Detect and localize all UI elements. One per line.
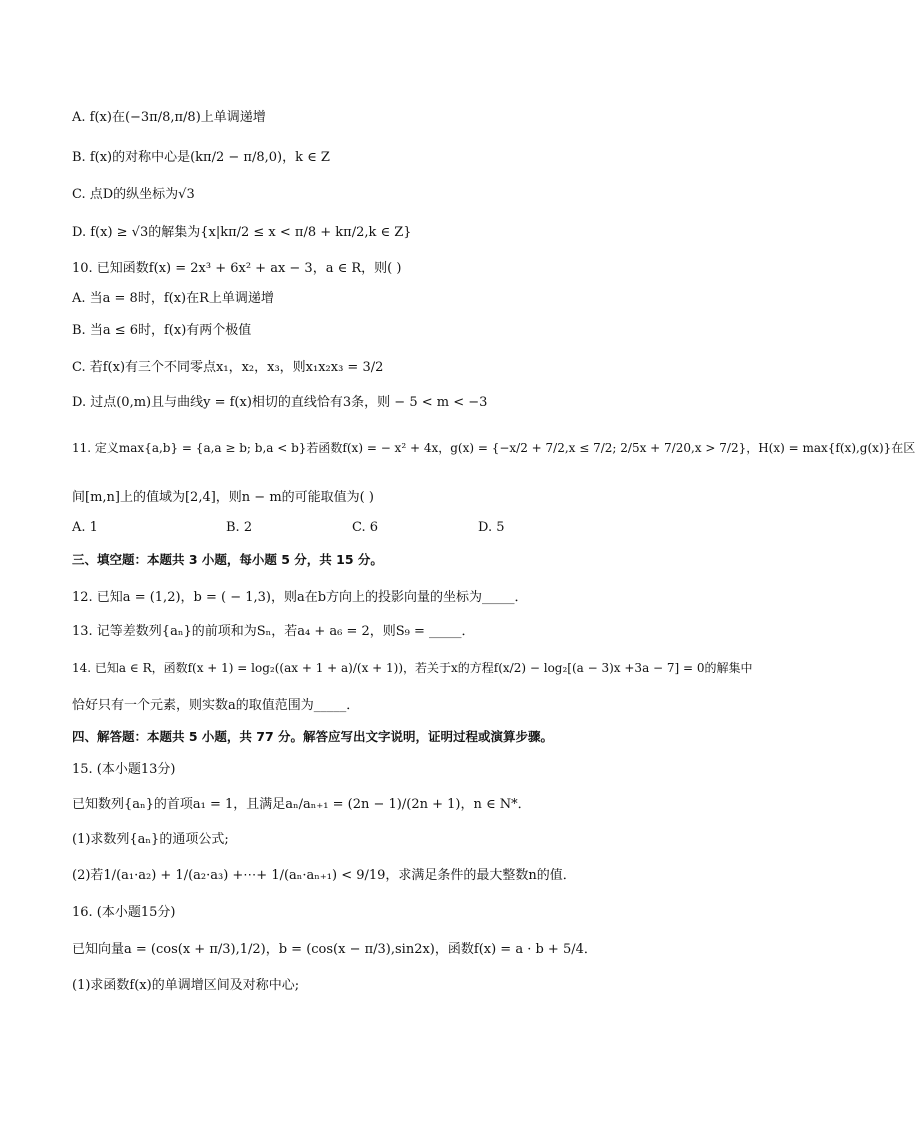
question-16-part1: (1)求函数f(x)的单调增区间及对称中心;	[72, 978, 300, 993]
line-9A: A. f(x)在(−3π/8,π/8)上单调递增	[72, 110, 266, 125]
question-15-part1: (1)求数列{aₙ}的通项公式;	[72, 832, 229, 847]
q11-option-c: C. 6	[352, 520, 379, 535]
question-16-title: 16. (本小题15分)	[72, 905, 176, 920]
line-10C: C. 若f(x)有三个不同零点x₁，x₂，x₃，则x₁x₂x₃ = 3/2	[72, 360, 384, 375]
line-9C: C. 点D的纵坐标为√3	[72, 187, 195, 202]
q11-option-b: B. 2	[226, 520, 253, 535]
section-answer-header: 四、解答题：本题共 5 小题，共 77 分。解答应写出文字说明，证明过程或演算步骤。	[72, 729, 554, 744]
section-fill-blank-header: 三、填空题：本题共 3 小题，每小题 5 分，共 15 分。	[72, 552, 383, 567]
question-11: 11. 定义max{a,b} = {a,a ≥ b; b,a < b}若函数f(x) = − x² + 4x，g(x) = {−x/2 + 7/2,x ≤ 7/2; 2/5x + 7/20,x > 7/2}，H(x) = max{f(x),g(x)}在区	[72, 441, 915, 455]
line-10B: B. 当a ≤ 6时，f(x)有两个极值	[72, 323, 252, 338]
line-10D: D. 过点(0,m)且与曲线y = f(x)相切的直线恰有3条，则 − 5 < m < −3	[72, 395, 488, 410]
question-15-title: 15. (本小题13分)	[72, 762, 176, 777]
line-10A: A. 当a = 8时，f(x)在R上单调递增	[72, 291, 274, 306]
question-13: 13. 记等差数列{aₙ}的前项和为Sₙ，若a₄ + a₆ = 2，则S₉ = _____．	[72, 624, 475, 639]
q11-option-a: A. 1	[72, 520, 98, 535]
question-15-stem: 已知数列{aₙ}的首项a₁ = 1，且满足aₙ/aₙ₊₁ = (2n − 1)/(2n + 1)，n ∈ N*．	[72, 797, 531, 812]
question-10: 10. 已知函数f(x) = 2x³ + 6x² + ax − 3，a ∈ R，则( )	[72, 261, 402, 276]
q11-option-d: D. 5	[478, 520, 505, 535]
question-16-stem: 已知向量a = (cos(x + π/3),1/2)，b = (cos(x − π/3),sin2x)，函数f(x) = a · b + 5/4．	[72, 942, 597, 957]
question-11-cont: 间[m,n]上的值域为[2,4]，则n − m的可能取值为( )	[72, 490, 374, 505]
question-14: 14. 已知a ∈ R，函数f(x + 1) = log₂((ax + 1 + a)/(x + 1))，若关于x的方程f(x/2) − log₂[(a − 3)x +3a − 7] = 0的解集中	[72, 661, 753, 675]
question-12: 12. 已知a = (1,2)，b = ( − 1,3)，则a在b方向上的投影向量的坐标为_____．	[72, 590, 528, 605]
question-14-cont: 恰好只有一个元素，则实数a的取值范围为_____．	[72, 698, 360, 713]
question-15-part2: (2)若1/(a₁·a₂) + 1/(a₂·a₃) +⋯+ 1/(aₙ·aₙ₊₁) < 9/19，求满足条件的最大整数n的值．	[72, 868, 576, 883]
line-9B: B. f(x)的对称中心是(kπ/2 − π/8,0)，k ∈ Z	[72, 150, 330, 165]
line-9D: D. f(x) ≥ √3的解集为{x|kπ/2 ≤ x < π/8 + kπ/2,k ∈ Z}	[72, 225, 412, 240]
